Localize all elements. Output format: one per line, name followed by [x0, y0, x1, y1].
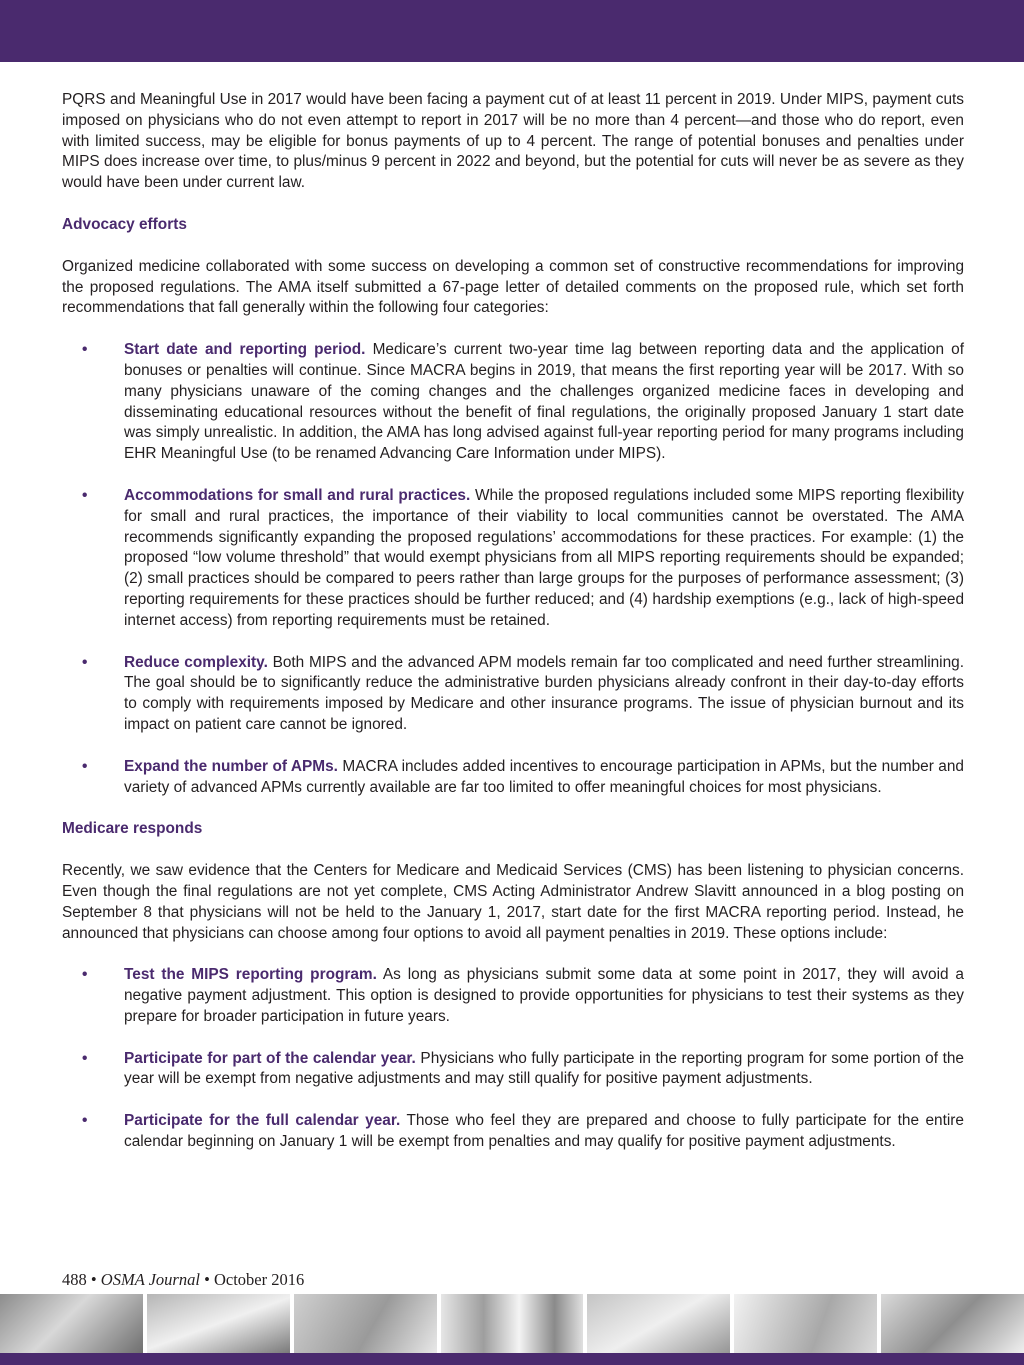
list-item: • Expand the number of APMs. MACRA includes added incentives to encourage participation in APMs, but the number and variety of advanced APMs currently available are far too limited to offer meaningful choices for most physicians. — [82, 757, 964, 796]
list-item: • Test the MIPS reporting program. As long as physicians submit some data at some point in 2017, they will avoid a negative payment adjustment. This option is designed to provide opportunities for physicians to test their systems as they prepare for broader participation in future years. — [82, 966, 964, 1025]
bullet-icon: • — [82, 757, 88, 775]
section-heading-advocacy: Advocacy efforts — [62, 215, 187, 233]
advocacy-intro: Organized medicine collaborated with some success on developing a common set of constructive recommendations for improving the proposed regulations. The AMA itself submitted a 67-page letter of detailed comments on the proposed rule, which set forth recommendations that fall generally within the following four categories: — [62, 257, 964, 317]
page-footer — [62, 1270, 304, 1290]
options-list — [62, 965, 964, 1153]
footer-band — [0, 1353, 1024, 1365]
dna-helix-photo — [441, 1294, 584, 1353]
list-item: • Participate for the full calendar year. Those who feel they are prepared and choose to fully participate for the entire calendar beginning on January 1 will be exempt from penalties and may qualify for positive payment adjustments. — [82, 1112, 964, 1151]
bullet-icon: • — [82, 1112, 88, 1130]
medicare-intro: Recently, we saw evidence that the Centers for Medicare and Medicaid Services (CMS) has been listening to physician concerns. Even though the final regulations are not yet complete, CMS Acting Administrator Andrew Slavitt announced in a blog posting on September 8 that physicians will not be held to the January 1, 2017, start date for the first MACRA reporting period. Instead, he announced that physicians can choose among four options to avoid all payment penalties in 2019. These options include: — [62, 862, 964, 942]
bullet-icon: • — [82, 1049, 88, 1067]
list-item: • Reduce complexity. Both MIPS and the advanced APM models remain far too complicated and need further streamlining. The goal should be to significantly reduce the administrative burden physicians already confront in their day-to-day efforts to comply with requirements imposed by Medicare and other insurance programs. The issue of physician burnout and its impact on patient care cannot be ignored. — [82, 653, 964, 733]
footer-separator: • — [204, 1270, 210, 1289]
bullet-icon: • — [82, 966, 88, 984]
physicians-photo — [881, 1294, 1024, 1353]
laptop-photo — [734, 1294, 877, 1353]
footer-separator: • — [90, 1270, 97, 1289]
patient-photo — [587, 1294, 730, 1353]
bullet-icon: • — [82, 486, 88, 504]
page-number: 488 — [62, 1270, 87, 1289]
doctor-photo — [0, 1294, 143, 1353]
journal-name: OSMA Journal — [100, 1270, 200, 1289]
issue-date: October 2016 — [213, 1270, 305, 1289]
article-body — [62, 90, 964, 1153]
intro-paragraph: PQRS and Meaningful Use in 2017 would have been facing a payment cut of at least 11 percent in 2019. Under MIPS, payment cuts imposed on physicians who do not even attempt to report in 2017 will be no more than 4 percent—and those who do report, even with limited success, may be eligible for bonus payments of up to 4 percent. The range of potential bonuses and penalties under MIPS does increase over time, to plus/minus 9 percent in 2022 and beyond, but the potential for cuts will never be as severe as they would have been under current law. — [62, 91, 964, 192]
section-heading-medicare: Medicare responds — [62, 820, 203, 838]
advocacy-list — [62, 340, 964, 798]
bullet-icon: • — [82, 341, 88, 359]
list-item: • Participate for part of the calendar year. Physicians who fully participate in the reporting program for some portion of the year will be exempt from negative adjustments and may still qualify for positive payment adjustments. — [82, 1049, 964, 1088]
bullet-icon: • — [82, 653, 88, 671]
list-item: • Accommodations for small and rural practices. While the proposed regulations included some MIPS reporting flexibility for small and rural practices, the importance of their viability to local communities cannot be overstated. The AMA recommends significantly expanding the proposed regulations’ accommodations for these practices. For example: (1) the proposed “low volume threshold” that would exempt physicians from all MIPS reporting requirements should be expanded; (2) small practices should be compared to peers rather than large groups for the purposes of performance assessment; (3) reporting requirements for these practices should be further reduced; and (4) hardship exemptions (e.g., lack of high-speed internet access) from reporting requirements must be retained. — [82, 486, 964, 629]
photo-strip — [0, 1294, 1024, 1353]
list-item: • Start date and reporting period. Medicare’s current two-year time lag between reporting data and the application of bonuses or penalties will continue. Since MACRA begins in 2019, that means the first reporting year will be 2017. With so many physicians unaware of the coming changes and the challenges organized medicine faces in developing and disseminating educational resources without the benefit of final regulations, the originally proposed January 1 start date was simply unrealistic. In addition, the AMA has long advised against full-year reporting period for many programs including EHR Meaningful Use (to be renamed Advancing Care Information under MIPS). — [82, 341, 965, 463]
clinic-visit-photo — [294, 1294, 437, 1353]
header-band — [0, 0, 1024, 62]
medical-team-photo — [147, 1294, 290, 1353]
